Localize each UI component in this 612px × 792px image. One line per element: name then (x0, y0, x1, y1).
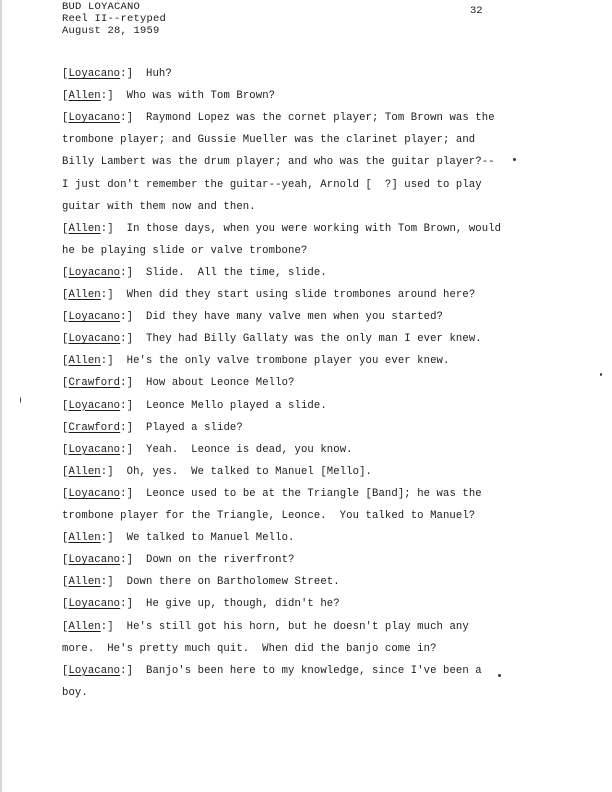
transcript-text: He's still got his horn, but he doesn't play much any (126, 620, 469, 633)
speaker-label (62, 377, 146, 390)
transcript-line (62, 156, 495, 169)
transcript-line (62, 223, 501, 236)
bracket: [ (62, 443, 69, 456)
bracket: :] (120, 487, 146, 500)
scan-speck (498, 674, 501, 677)
transcript-line (62, 510, 475, 523)
speaker-label (62, 223, 127, 236)
transcript-text: Who was with Tom Brown? (126, 90, 276, 103)
speaker-name: Allen (68, 222, 101, 235)
transcript-line (62, 201, 256, 214)
transcript-line (62, 311, 443, 324)
page-number: 32 (470, 5, 483, 17)
speaker-name: Crawford (68, 377, 121, 390)
speaker-label (62, 554, 146, 567)
transcript-line (62, 554, 295, 567)
header-reel: Reel II--retyped (62, 13, 167, 25)
speaker-name: Loyacano (68, 598, 121, 611)
bracket: [ (62, 421, 69, 434)
speaker-label (62, 400, 146, 413)
bracket: [ (62, 576, 69, 589)
bracket: [ (62, 532, 69, 545)
transcript-line (62, 179, 482, 192)
transcript-text: trombone player for the Triangle, Leonce. You talked to Manuel? (62, 510, 476, 522)
transcript-line (62, 687, 88, 700)
transcript-line (62, 400, 327, 413)
speaker-name: Loyacano (68, 443, 121, 456)
speaker-name: Allen (68, 289, 101, 301)
speaker-label (62, 311, 146, 324)
transcript-text: We talked to Manuel Mello. (126, 532, 295, 545)
bracket: :] (100, 222, 127, 235)
transcript-text: Oh, yes. We talked to Manuel [Mello]. (126, 465, 372, 478)
speaker-label (62, 355, 127, 368)
transcript-line (62, 422, 243, 435)
speaker-name: Allen (68, 620, 101, 633)
bracket: [ (62, 465, 69, 478)
bracket: [ (62, 90, 69, 103)
bracket: :] (100, 532, 127, 545)
bracket: [ (62, 620, 69, 633)
speaker-name: Allen (68, 576, 101, 589)
speaker-label (62, 90, 127, 103)
bracket: :] (120, 311, 146, 324)
transcript-text: They had Billy Gallaty was the only man I ever knew. (145, 333, 482, 346)
transcript-text: he be playing slide or valve trombone? (62, 244, 308, 257)
speaker-name: Loyacano (68, 266, 121, 279)
speaker-label (62, 665, 146, 678)
transcript-line (62, 598, 340, 611)
transcript-text: guitar with them now and then. (62, 200, 256, 213)
scan-speck (20, 397, 21, 403)
transcript-line (62, 355, 449, 368)
bracket: :] (100, 620, 127, 633)
speaker-name: Loyacano (68, 311, 121, 324)
transcript-line (62, 289, 475, 302)
transcript-text: In those days, when you were working with Tom Brown, would (126, 222, 502, 235)
bracket: :] (120, 68, 146, 80)
transcript-line (62, 576, 340, 589)
transcript-text: Huh? (145, 68, 172, 80)
transcript-text: I just don't remember the guitar--yeah, Arnold [ ?] used to play (62, 178, 482, 191)
scan-speck (513, 158, 516, 161)
bracket: [ (62, 377, 69, 390)
speaker-label (62, 68, 146, 81)
transcript-line (62, 245, 307, 258)
bracket: [ (62, 311, 69, 324)
bracket: [ (62, 399, 69, 412)
bracket: :] (120, 266, 146, 279)
transcript-line (62, 665, 482, 678)
speaker-name: Crawford (68, 421, 121, 434)
speaker-name: Allen (68, 90, 101, 103)
speaker-label (62, 267, 146, 280)
transcript-text: Banjo's been here to my knowledge, since I've been a (145, 664, 482, 677)
speaker-label (62, 466, 127, 479)
speaker-label (62, 621, 127, 634)
scan-speck (600, 373, 602, 376)
transcript-line (62, 377, 295, 390)
bracket: [ (62, 355, 69, 368)
bracket: [ (62, 487, 69, 500)
speaker-name: Loyacano (68, 399, 121, 412)
bracket: :] (100, 355, 127, 368)
speaker-label (62, 532, 127, 545)
transcript-text: He's the only valve trombone player you ever knew. (126, 355, 450, 368)
bracket: :] (100, 576, 127, 589)
transcript-text: Raymond Lopez was the cornet player; Tom Brown was the (145, 112, 495, 125)
speaker-label (62, 598, 146, 611)
bracket: :] (100, 289, 127, 301)
speaker-name: Loyacano (68, 68, 121, 80)
transcript-text: more. He's pretty much quit. When did the banjo come in? (62, 642, 437, 655)
transcript-line (62, 90, 275, 103)
speaker-name: Loyacano (68, 333, 121, 346)
bracket: [ (62, 112, 69, 125)
bracket: [ (62, 68, 69, 80)
speaker-name: Loyacano (68, 487, 121, 500)
transcript-line (62, 643, 437, 656)
transcript-text: Played a slide? (145, 421, 243, 434)
speaker-label (62, 576, 127, 589)
bracket: :] (120, 377, 146, 390)
transcript-text: Leonce Mello played a slide. (145, 399, 327, 412)
speaker-name: Loyacano (68, 112, 121, 125)
transcript-text: Did they have many valve men when you started? (145, 311, 444, 324)
speaker-name: Allen (68, 532, 101, 545)
speaker-label (62, 112, 146, 125)
transcript-line (62, 112, 495, 125)
bracket: [ (62, 289, 69, 301)
transcript-line (62, 68, 172, 81)
speaker-label (62, 444, 146, 457)
bracket: [ (62, 266, 69, 279)
transcript-text: boy. (62, 686, 88, 699)
speaker-name: Allen (68, 465, 101, 478)
bracket: :] (100, 465, 127, 478)
transcript-line (62, 466, 372, 479)
transcript-text: Slide. All the time, slide. (145, 266, 327, 279)
speaker-label (62, 488, 146, 501)
bracket: [ (62, 222, 69, 235)
bracket: :] (100, 90, 127, 103)
bracket: [ (62, 333, 69, 346)
transcript-text: Yeah. Leonce is dead, you know. (145, 443, 353, 456)
transcript-text: Billy Lambert was the drum player; and who was the guitar player?-- (62, 156, 495, 169)
transcript-line (62, 134, 475, 147)
speaker-name: Loyacano (68, 664, 121, 677)
transcript-line (62, 267, 327, 280)
speaker-name: Loyacano (68, 554, 121, 567)
transcript-text: trombone player; and Gussie Mueller was the clarinet player; and (62, 134, 476, 147)
bracket: [ (62, 554, 69, 567)
bracket: :] (120, 112, 146, 125)
speaker-label (62, 422, 146, 435)
speaker-name: Allen (68, 355, 101, 368)
transcript-text: Down on the riverfront? (145, 554, 295, 567)
bracket: :] (120, 664, 146, 677)
transcript-text: How about Leonce Mello? (145, 377, 295, 390)
bracket: [ (62, 664, 69, 677)
speaker-label (62, 333, 146, 346)
transcript-line (62, 621, 469, 634)
header-date: August 28, 1959 (62, 25, 160, 37)
bracket: :] (120, 399, 146, 412)
bracket: :] (120, 554, 146, 567)
bracket: :] (120, 333, 146, 346)
speaker-label (62, 289, 127, 302)
transcript-text: Leonce used to be at the Triangle [Band]; he was the (145, 487, 482, 500)
transcript-line (62, 488, 482, 501)
transcript-line (62, 333, 482, 346)
scan-edge (0, 0, 2, 792)
bracket: [ (62, 598, 69, 611)
transcript-text: When did they start using slide trombones around here? (126, 289, 476, 301)
bracket: :] (120, 598, 146, 611)
transcript-text: He give up, though, didn't he? (145, 598, 340, 611)
transcript-text: Down there on Bartholomew Street. (126, 576, 340, 589)
header-name: BUD LOYACANO (62, 1, 141, 13)
bracket: :] (120, 443, 146, 456)
bracket: :] (120, 421, 146, 434)
transcript-line (62, 532, 295, 545)
transcript-line (62, 444, 353, 457)
